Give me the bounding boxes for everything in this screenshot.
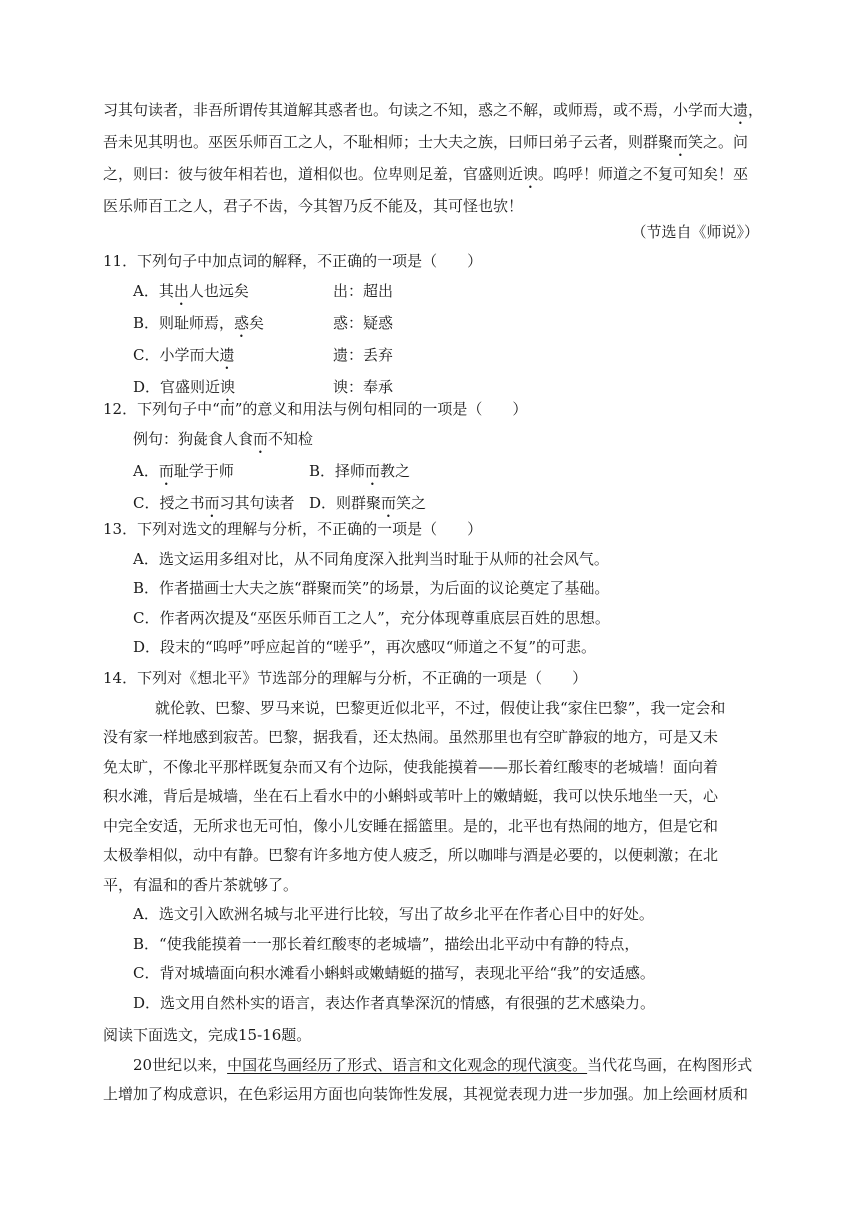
option-a: A．其出人也远矣 出：超出: [133, 281, 394, 300]
option-b: B．“使我能摸着一一那长着红酸枣的老城墙”，描绘出北平动中有静的特点，: [133, 934, 640, 953]
question-14: [103, 664, 767, 1018]
dotted-char: 谀: [523, 165, 539, 183]
passage-line: 之，则曰：彼与彼年相若也，道相似也。位卑则足羞，官盛则近谀。呜呼！师道之不复可知矣！巫: [103, 165, 749, 183]
reading-line: 上增加了构成意识，在色彩运用方面也向装饰性发展，其视觉表现力进一步加强。加上绘画材质和: [103, 1085, 749, 1103]
option-a: A．而耻学于师: [133, 461, 234, 480]
option-a: A．选文引入欧洲名城与北平进行比较，写出了故乡北平在作者心目中的好处。: [133, 905, 654, 923]
option-d: D．段末的“呜呼”呼应起首的“嗟乎”，再次感叹“师道之不复”的可悲。: [133, 638, 597, 656]
question-stem: 11．下列句子中加点词的解释，不正确的一项是（ ）: [103, 252, 483, 270]
passage-line: 习其句读者，非吾所谓传其道解其惑者也。句读之不知，惑之不解，或师焉，或不焉，小学而大遗，: [103, 101, 764, 119]
option-d: D．官盛则近谀 谀：奉承: [133, 377, 394, 396]
option-a: A．选文运用多组对比，从不同角度深入批判当时耻于从师的社会风气。: [133, 549, 609, 568]
option-b: B．择师而教之: [309, 461, 411, 480]
option-b: B．则耻师焉，惑矣 惑：疑惑: [133, 313, 394, 332]
dotted-char: 而: [673, 133, 689, 151]
underlined-sentence: 中国花鸟画经历了形式、语言和文化观念的现代演变。: [227, 1055, 588, 1074]
passage-line: 吾未见其明也。巫医乐师百工之人，不耻相师；士大夫之族，曰师曰弟子云者，则群聚而笑之。问: [103, 133, 749, 151]
option-c: C．授之书而习其句读者: [133, 493, 295, 512]
passage-line: 平，有温和的香片茶就够了。: [103, 875, 299, 894]
passage-line: 免太旷，不像北平那样既复杂而又有个边际，使我能摸着——那长着红酸枣的老城墙！面向着: [103, 757, 719, 776]
option-c: C．作者两次提及“巫医乐师百工之人”，充分体现尊重底层百姓的思想。: [133, 608, 610, 627]
reading-section: [103, 1021, 767, 1110]
option-b: B．作者描画士大夫之族“群聚而笑”的场景，为后面的议论奠定了基础。: [133, 579, 610, 597]
passage-line: 医乐师百工之人，君子不齿，今其智乃反不能及，其可怪也欤！: [103, 197, 524, 215]
question-stem: 13．下列对选文的理解与分析，不正确的一项是（ ）: [103, 520, 483, 538]
passage-source: （节选自《师说》）: [631, 223, 759, 241]
example-sentence: 例句：狗彘食人食而不知检: [133, 429, 314, 448]
passage-line: 就伦敦、巴黎、罗马来说，巴黎更近似北平，不过，假使让我“家住巴黎”，我一定会和: [155, 698, 726, 717]
option-d: D．选文用自然朴实的语言，表达作者真挚深沉的情感，有很强的艺术感染力。: [133, 993, 656, 1012]
reading-line: 20世纪以来，中国花鸟画经历了形式、语言和文化观念的现代演变。当代花鸟画，在构图形式: [133, 1055, 753, 1074]
reading-intro: 阅读下面选文，完成15-16题。: [103, 1026, 312, 1044]
question-11: [103, 247, 767, 405]
option-c: C．背对城墙面向积水滩看小蝌蚪或嫩蜻蜓的描写，表现北平给“我”的安适感。: [133, 964, 655, 982]
question-13: [103, 515, 767, 663]
question-stem: 14．下列对《想北平》节选部分的理解与分析，不正确的一项是（ ）: [103, 669, 588, 687]
passage-line: 太极拳相似，动中有静。巴黎有许多地方使人疲乏，所以咖啡与酒是必要的，以便刺激；在北: [103, 846, 719, 864]
option-c: C．小学而大遗 遗：丢弃: [133, 345, 394, 364]
option-d: D．则群聚而笑之: [309, 493, 427, 512]
question-stem: 12．下列句子中“而”的意义和用法与例句相同的一项是（ ）: [103, 400, 528, 418]
passage-line: 中完全安适，无所求也无可怕，像小儿安睡在摇篮里。是的，北平也有热闹的地方，但是它和: [103, 816, 719, 835]
question-12: [103, 395, 767, 521]
shishuo-passage: [103, 96, 767, 222]
dotted-char: 遗: [733, 101, 749, 119]
passage-line: 没有家一样地感到寂苦。巴黎，据我看，还太热闹。虽然那里也有空旷静寂的地方，可是又未: [103, 728, 719, 746]
passage-line: 积水滩，背后是城墙，坐在石上看水中的小蝌蚪或苇叶上的嫩蜻蜓，我可以快乐地坐一天，心: [103, 787, 719, 805]
option-row: [103, 457, 767, 489]
